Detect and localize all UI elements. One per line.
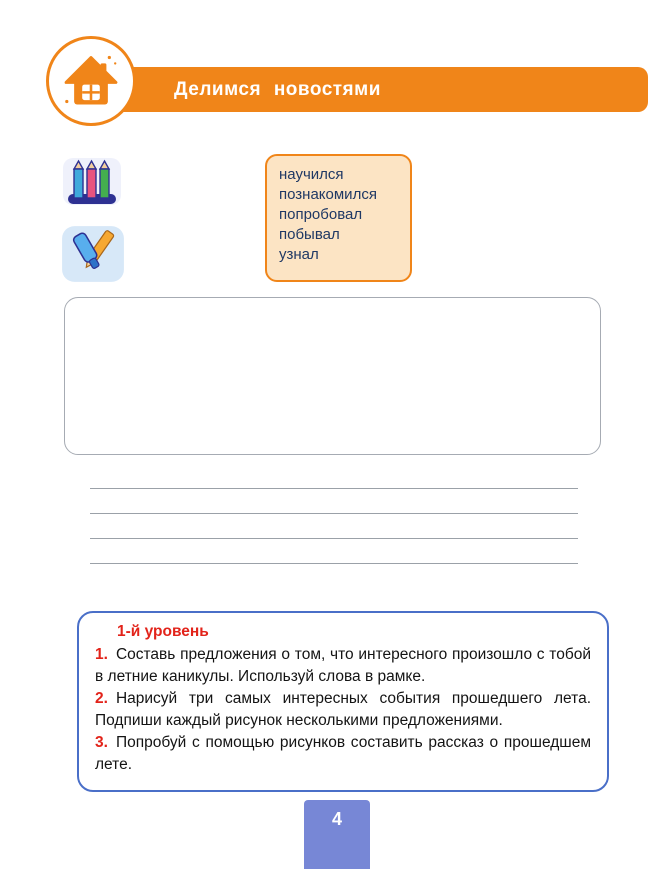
drawing-area xyxy=(64,297,601,455)
writing-line xyxy=(90,563,578,564)
task-text: Нарисуй три самых интересных события прошедшего лета. Подпиши каждый рисунок несколькими предложениями. xyxy=(95,690,591,729)
colored-pencils-icon xyxy=(62,155,122,209)
task-number: 2. xyxy=(95,690,108,707)
writing-line xyxy=(90,488,578,489)
hint-word: побывал xyxy=(279,226,340,243)
task-text: Составь предложения о том, что интересного произошло с тобой в летние каникулы. Используй слова в рамке. xyxy=(95,646,591,685)
task-item xyxy=(95,688,591,732)
level-label: 1-й уровень xyxy=(117,623,209,640)
hint-word: узнал xyxy=(279,246,319,263)
chapter-title: Делимся новостями xyxy=(174,78,381,100)
house-badge xyxy=(46,36,136,126)
task-number: 1. xyxy=(95,646,108,663)
page-number: 4 xyxy=(331,809,342,829)
house-icon xyxy=(58,48,124,114)
task-text: Попробуй с помощью рисунков составить рассказ о прошедшем лете. xyxy=(95,734,591,773)
hint-word: научился xyxy=(279,166,344,183)
hint-word: познакомился xyxy=(279,186,377,203)
writing-line xyxy=(90,513,578,514)
chapter-header-banner xyxy=(112,67,648,112)
marker-and-pencil-icon xyxy=(60,224,126,284)
task-number: 3. xyxy=(95,734,108,751)
hint-word: попробовал xyxy=(279,206,363,223)
writing-line xyxy=(90,538,578,539)
tasks-box xyxy=(77,611,609,792)
word-hint-box xyxy=(265,154,412,282)
task-item xyxy=(95,732,591,776)
page-number-tab xyxy=(304,800,370,869)
task-item xyxy=(95,644,591,688)
